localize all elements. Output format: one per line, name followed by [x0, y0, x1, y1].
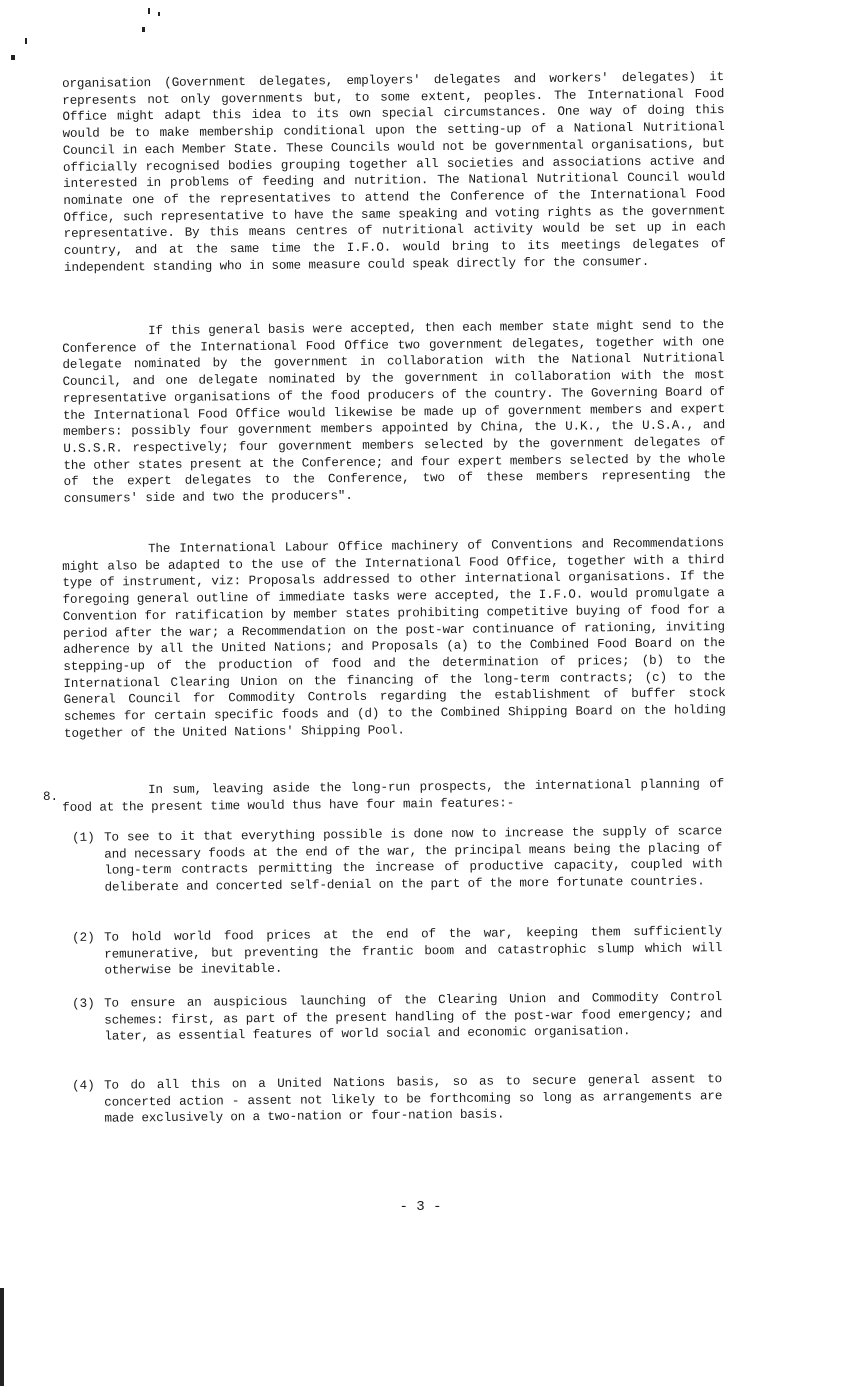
paragraph-conference: If this general basis were accepted, then each member state might send to the Conference of the International Food Office two government delegates, together with one delegate nominated by the government in collaboration with the National Nutritional Council, and one delegate nominated by the government in collaboration with the most representative organisations of the food producers of the country. The Governing Board of the International Food Office would likewise be made up of government members and expert members: possibly four government members appointed by China, the U.K., the U.S.A., and U.S.S.R. respectively; four government members selected by the government delegates of the other states present at the Conference; and four expert members selected by the whole of the expert delegates to the Conference, two of these members representing the consumers' side and two the producers".: [62, 318, 726, 507]
feature-item: [72, 989, 722, 1045]
item-text: To hold world food prices at the end of the war, keeping them sufficiently remunerative, but preventing the frantic boom and catastrophic slump which will otherwise be inevitable.: [104, 924, 723, 978]
item-number: (3): [72, 996, 95, 1011]
item-number: (2): [72, 930, 95, 945]
item-text: To ensure an auspicious launching of the Clearing Union and Commodity Control schemes: first, as part of the present handling of the post-war food emergency; and later, as essential features of world social and economic organisation.: [104, 990, 723, 1044]
scan-mark: [25, 38, 27, 44]
section-intro: In sum, leaving aside the long-run prospects, the international planning of food at the present time would thus have four main features:-: [62, 777, 725, 815]
scan-mark: [158, 12, 160, 16]
scan-mark: [148, 8, 150, 14]
paragraph-continued: organisation (Government delegates, employers' delegates and workers' delegates) it represents not only governments but, to some extent, peoples. The International Food Office might adapt this idea to its own special circumstances. One way of doing this would be to make membership conditional upon the setting-up of a National Nutritional Council in each Member State. These Councils would not be governmental organisations, but officially recognised bodies grouping together all societies and associations active and interested in problems of feeding and nutrition. The National Nutritional Council would nominate one of the representatives to attend the Conference of the International Food Office, such representative to have the same speaking and voting rights as the government representative. By this means centres of nutritional activity would be set up in each country, and at the same time the I.F.O. would bring to its meetings delegates of independent standing who in some measure could speak directly for the consumer.: [62, 70, 726, 275]
item-text: To see to it that everything possible is done now to increase the supply of scarce and necessary foods at the end of the war, the principal means being the placing of long-term contracts permitting the increase of productive capacity, coupled with deliberate and concerted self-denial on the part of the more fortunate countries.: [104, 824, 723, 895]
paragraph-machinery: The International Labour Office machinery of Conventions and Recommendations might also be adapted to the use of the International Food Office, together with a third type of instrument, viz: Proposals addressed to other international organisations. If the foregoing general outline of immediate tasks were accepted, the I.F.O. would promulgate a Convention for ratification by member states prohibiting competitive buying of food for a period after the war; a Recommendation on the post-war continuance of rationing, inviting adherence by all the United Nations; and Proposals (a) to the Combined Food Board on the stepping-up of the production of food and the determination of prices; (b) to the International Clearing Union on the financing of the long-term contracts; (c) to the General Council for Commodity Controls regarding the establishment of buffer stock schemes for certain specific foods and (d) to the Combined Shipping Board on the holding together of the United Nations' Shipping Pool.: [62, 536, 726, 741]
scan-mark: [0, 1288, 4, 1386]
page-number: - 3 -: [399, 1199, 442, 1215]
scan-mark: [11, 55, 15, 60]
scan-mark: [142, 27, 145, 32]
section-number: 8.: [43, 790, 59, 804]
feature-item: [72, 923, 722, 979]
item-number: (1): [72, 830, 95, 845]
item-number: (4): [72, 1078, 95, 1093]
item-text: To do all this on a United Nations basis, so as to secure general assent to concerted action - assent not likely to be forthcoming so long as arrangements are made exclusively on a two-nation or four-nation basis.: [104, 1072, 723, 1126]
feature-item: [72, 1071, 722, 1127]
feature-item: [72, 823, 723, 896]
